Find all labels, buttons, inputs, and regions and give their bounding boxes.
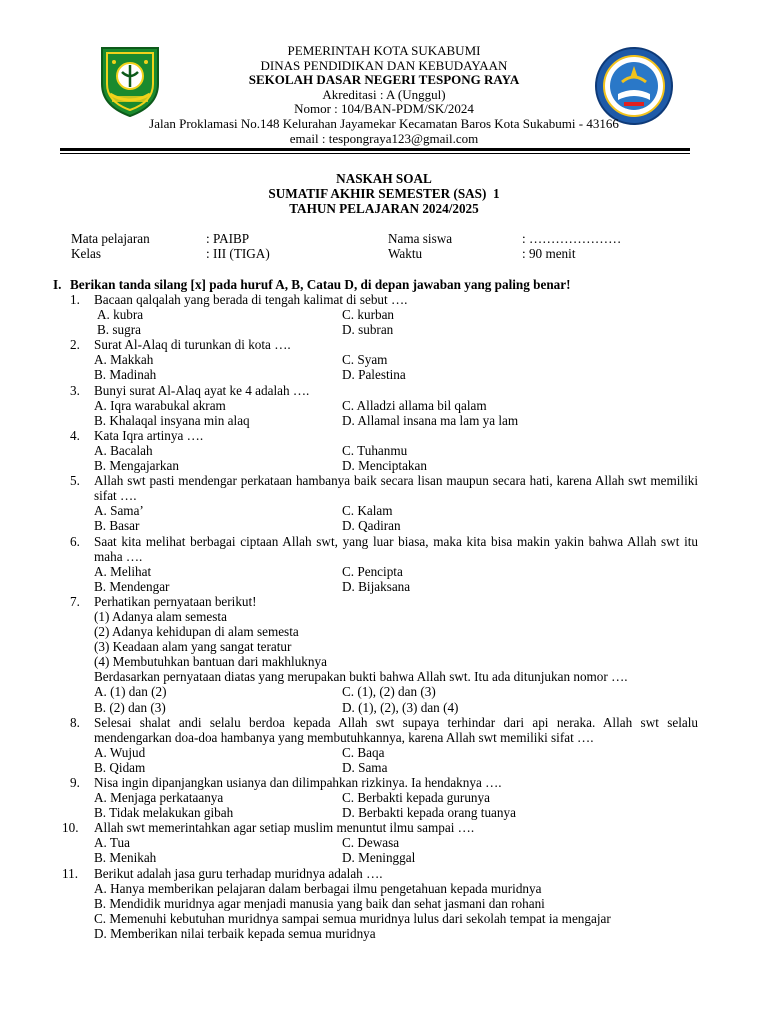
meta-values-left [206,231,270,261]
question-number: 11. [62,865,78,881]
option-c: C. Pencipta [342,563,403,579]
question-list [62,292,698,941]
options [94,835,698,865]
question-9 [70,775,698,820]
letterhead-government: PEMERINTAH KOTA SUKABUMI [287,43,481,58]
option-c: C. Baqa [342,744,385,760]
question-text: Selesai shalat andi selalu berdoa kepada Allah swt supaya terhindar dari api neraka. Allah swt selalu mendengarkan doa-doa hambanya yang membutuhkannya, karena Allah swt memiliki sifat …. [94,714,698,745]
question-number: 8. [70,714,80,730]
question-number: 1. [70,292,80,307]
option-b: B. Tidak melakukan gibah [94,805,234,821]
options [94,352,698,382]
letterhead-accreditation: Akreditasi : A (Unggul) [322,86,446,102]
question-text: Allah swt pasti mendengar perkataan hambanya baik secara lisan maupun secara hati, karena Allah swt memiliki sifat …. [94,473,698,504]
options [94,790,698,820]
option-a: A. Wujud [94,744,146,760]
options [94,398,698,428]
options [94,564,698,594]
option-b: B. Menikah [94,850,157,866]
question-11 [62,865,698,941]
option-c: C. Tuhanmu [342,442,408,458]
letterhead-address: Jalan Proklamasi No.148 Kelurahan Jayamekar Kecamatan Baros Kota Sukabumi - 43166 [149,115,619,131]
section-instruction [53,277,571,292]
option-c: C. Berbakti kepada gurunya [342,790,490,806]
question-number: 10. [62,820,79,836]
question-2 [70,337,698,382]
question-number: 5. [70,473,80,489]
question-number: 9. [70,775,80,790]
letterhead [120,44,648,146]
class-value: : III (TIGA) [206,246,270,261]
option-d: D. Menciptakan [342,458,427,474]
option-d: D. Memberikan nilai terbaik kepada semua muridnya [94,925,376,941]
meta-labels-right [388,231,452,261]
question-number: 3. [70,382,80,398]
student-name-label: Nama siswa [388,231,453,246]
question-6 [70,534,698,594]
class-label: Kelas [71,246,102,261]
meta-values-right [522,231,621,261]
statement-item: (1) Adanya alam semesta [94,608,227,624]
option-b: B. Mendidik muridnya agar menjadi manusia yang baik dan sehat jasmani dan rohani [94,895,545,911]
statement-item: (3) Keadaan alam yang sangat teratur [94,639,292,655]
option-a: A. Tua [94,835,130,851]
option-d: D. Palestina [342,367,406,383]
option-d: D. Sama [342,759,388,775]
option-d: D. Bijaksana [342,578,411,594]
question-text-continued: Berdasarkan pernyataan diatas yang merupakan bukti bahwa Allah swt. Itu ada ditunjukan nomor …. [94,669,628,685]
letterhead-school-name: SEKOLAH DASAR NEGERI TESPONG RAYA [248,72,520,88]
question-4 [70,428,698,473]
option-a: A. Bacalah [94,442,153,458]
question-8 [70,715,698,775]
option-d: D. Qadiran [342,518,401,534]
option-c: C. Kalam [342,503,393,519]
exam-title-line-1: NASKAH SOAL [336,171,432,186]
option-a: A. Hanya memberikan pelajaran dalam berbagai ilmu pengetahuan kepada muridnya [94,880,542,896]
option-a: A. kubra [97,307,144,323]
options [94,684,698,714]
option-c: C. (1), (2) dan (3) [342,684,436,700]
option-a: A. Iqra warabukal akram [94,397,226,413]
question-text: Perhatikan pernyataan berikut! [94,593,257,609]
option-c: C. Memenuhi kebutuhan muridnya sampai semua muridnya lulus dari sekolah tempat ia mengajar [94,910,611,926]
option-d: D. Allamal insana ma lam ya lam [342,412,519,428]
statement-item: (2) Adanya kehidupan di alam semesta [94,624,299,640]
option-c: C. Alladzi allama bil qalam [342,397,487,413]
option-a: A. Sama’ [94,503,144,519]
question-7 [70,594,698,715]
question-text: Nisa ingin dipanjangkan usianya dan dilimpahkan rizkinya. Ia hendaknya …. [94,775,502,790]
options [94,881,698,941]
question-text: Bunyi surat Al-Alaq ayat ke 4 adalah …. [94,382,310,398]
option-d: D. Berbakti kepada orang tuanya [342,805,516,821]
exam-title-line-3: TAHUN PELAJARAN 2024/2025 [289,201,479,217]
option-c: C. Syam [342,352,388,368]
option-b: B. Basar [94,518,140,534]
question-text: Kata Iqra artinya …. [94,427,204,443]
exam-title [60,171,708,217]
options [94,443,698,473]
exam-title-line-2: SUMATIF AKHIR SEMESTER (SAS) 1 [268,186,500,202]
question-10 [62,820,698,866]
option-b: B. Qidam [94,759,146,775]
question-number: 4. [70,427,80,443]
option-d: D. (1), (2), (3) dan (4) [342,699,459,715]
option-c: C. Dewasa [342,835,400,851]
option-c: C. kurban [342,307,395,323]
instruction-text: Berikan tanda silang [x] pada huruf A, B, Catau D, di depan jawaban yang paling benar! [70,277,571,292]
letterhead-email: email : tespongraya123@gmail.com [289,130,479,146]
options [94,745,698,775]
question-text: Allah swt memerintahkan agar setiap muslim menuntut ilmu sampai …. [94,820,475,836]
question-number: 7. [70,593,80,609]
options [94,503,698,533]
question-text: Berikut adalah jasa guru terhadap muridnya adalah …. [94,865,383,881]
option-b: B. Madinah [94,367,157,383]
option-d: D. Meninggal [342,850,416,866]
letterhead-divider-thick [60,148,690,151]
meta-labels-left [71,231,150,261]
question-number: 2. [70,337,80,353]
time-label: Waktu [388,246,423,261]
subject-label: Mata pelajaran [71,231,150,246]
question-text: Bacaan qalqalah yang berada di tengah kalimat di sebut …. [94,292,408,307]
option-a: A. Makkah [94,352,154,368]
letterhead-divider-thin [60,153,690,154]
subject-value: : PAIBP [206,231,250,246]
option-a: A. Melihat [94,563,152,579]
option-b: B. Mengajarkan [94,458,179,474]
letterhead-number: Nomor : 104/BAN-PDM/SK/2024 [294,101,474,117]
option-b: B. sugra [97,322,141,338]
option-b: B. Mendengar [94,578,170,594]
statement-list [94,609,698,669]
letterhead-department: DINAS PENDIDIKAN DAN KEBUDAYAAN [260,57,508,73]
question-5 [70,473,698,533]
options [97,307,698,337]
question-text: Surat Al-Alaq di turunkan di kota …. [94,337,291,353]
student-name-field: : ………………… [522,231,622,246]
time-value: : 90 menit [522,246,576,261]
option-b: B. (2) dan (3) [94,699,166,715]
option-d: D. subran [342,322,394,338]
question-1 [70,292,698,337]
statement-item: (4) Membutuhkan bantuan dari makhluknya [94,654,327,670]
question-3 [70,383,698,428]
option-a: A. (1) dan (2) [94,684,167,700]
section-number: I. [53,277,62,292]
option-b: B. Khalaqal insyana min alaq [94,412,250,428]
question-number: 6. [70,533,80,549]
question-text: Saat kita melihat berbagai ciptaan Allah swt, yang luar biasa, maka kita bisa makin yakin bahwa Allah swt itu maha …. [94,533,698,564]
option-a: A. Menjaga perkataanya [94,790,224,806]
